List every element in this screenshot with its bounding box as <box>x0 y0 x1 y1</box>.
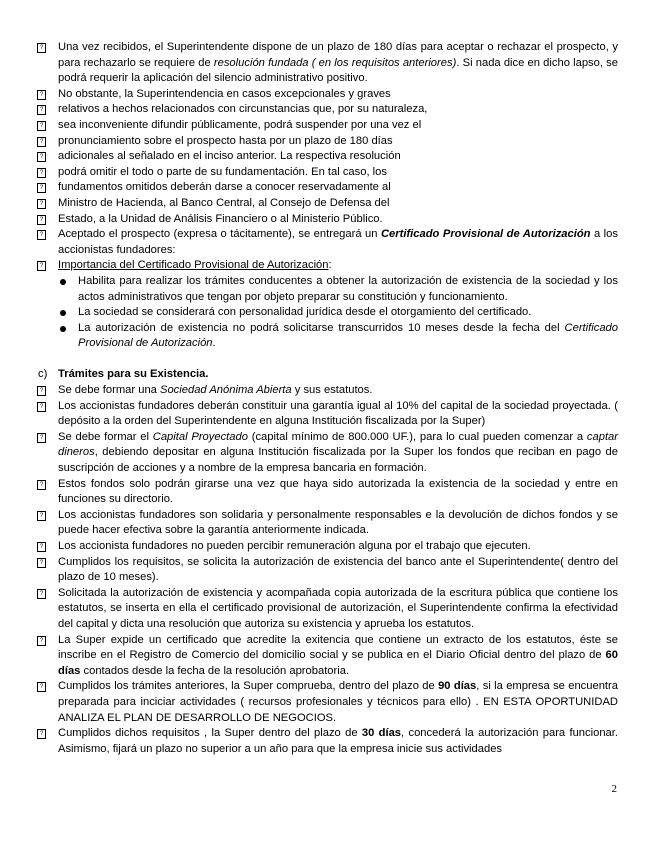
text-run: No obstante, la Superintendencia en casos excepcionales y graves <box>58 87 391 100</box>
list-item <box>36 586 618 633</box>
bullet-item <box>36 305 618 321</box>
missing-glyph-bullet-icon <box>37 168 46 178</box>
list-item <box>36 40 618 87</box>
text-run: 60 días <box>58 649 618 677</box>
list-item <box>36 87 618 103</box>
certificate-importance-bullets <box>36 274 618 352</box>
text-run: relativos a hechos relacionados con circunstancias que, por su naturaleza, <box>58 103 428 116</box>
list-item <box>36 118 618 134</box>
text-run: La autorización de existencia no podrá solicitarse transcurridos 10 meses desde la fecha del <box>78 321 565 334</box>
text-run: Se debe formar una <box>58 384 160 397</box>
list-item <box>36 383 618 399</box>
prospect-list <box>36 40 618 274</box>
text-run: , debiendo depositar en alguna Institución fiscalizada por la Super los fondos que reciban en pago de suscripción de acciones y a nombre de la empresa bancaria en formación. <box>58 446 618 475</box>
list-item <box>36 212 618 228</box>
text-run: Importancia del Certificado Provisional de Autorización <box>58 259 329 272</box>
list-item <box>36 196 618 212</box>
list-item <box>36 679 618 726</box>
bullet-item <box>36 274 618 305</box>
bullet-item <box>36 321 618 352</box>
text-run: y sus estatutos. <box>291 384 373 397</box>
text-run: (capital mínimo de 800.000 UF.), para lo cual pueden comenzar a <box>247 430 587 443</box>
missing-glyph-bullet-icon <box>37 402 46 412</box>
missing-glyph-bullet-icon <box>37 480 46 490</box>
text-run: Certificado Provisional de Autorización <box>78 321 618 350</box>
text-run: contados desde la fecha de la resolución aprobatoria. <box>80 664 350 677</box>
missing-glyph-bullet-icon <box>37 386 46 396</box>
list-item <box>36 477 618 508</box>
text-run: adicionales al señalado en el inciso anterior. La respectiva resolución <box>58 150 401 163</box>
list-item <box>36 165 618 181</box>
list-item <box>36 399 618 430</box>
text-run: La sociedad se considerará con personalidad jurídica desde el otorgamiento del certificado. <box>78 306 532 319</box>
text-run: La Super expide un certificado que acredite la exitencia que contiene un extracto de los estatutos, éste se inscribe en el Registro de Comercio del domicilio social y se publica en el Diario Oficial dentro del plazo de <box>58 633 618 662</box>
missing-glyph-bullet-icon <box>37 729 46 739</box>
spacer <box>36 352 618 368</box>
text-run: fundamentos omitidos deberán darse a conocer reservadamente al <box>58 181 391 194</box>
text-run: Solicitada la autorización de existencia y acompañada copia autorizada de la escritura pública que contiene los estatutos, se inserta en ella el certificado provisional de autorización, el Superintendente confirma la efectividad del capital y dicta una resolución que autoriza su existencia y aprueba los estatutos. <box>58 586 618 630</box>
text-run: . Si nada dice en dicho lapso, se podrá requerir la aplicación del silencio administrativo positivo. <box>58 56 618 85</box>
text-run: , si la empresa se encuentra preparada para inciciar actividades ( recursos profesionales y técnicos para ello) . EN ESTA OPORTUNIDAD ANALIZA EL PLAN DE DESARROLLO DE NEGOCIOS. <box>58 680 618 724</box>
bullet-dot-icon <box>60 310 66 316</box>
missing-glyph-bullet-icon <box>37 433 46 443</box>
missing-glyph-bullet-icon <box>37 215 46 225</box>
missing-glyph-bullet-icon <box>37 230 46 240</box>
list-item <box>36 149 618 165</box>
missing-glyph-bullet-icon <box>37 589 46 599</box>
text-run: 90 días <box>438 680 477 693</box>
missing-glyph-bullet-icon <box>37 558 46 568</box>
section-title: Trámites para su Existencia. <box>58 368 209 381</box>
text-run: sea inconveniente difundir públicamente, podrá suspender por una vez el <box>58 118 422 131</box>
text-run: Una vez recibidos, el Superintendente dispone de un plazo de 180 días para aceptar o rechazar el prospecto, y para rechazarlo se requiere de <box>58 41 618 69</box>
missing-glyph-bullet-icon <box>37 199 46 209</box>
list-item <box>36 102 618 118</box>
missing-glyph-bullet-icon <box>37 90 46 100</box>
document-page <box>36 40 618 757</box>
list-item <box>36 508 618 539</box>
text-run: captar dineros <box>58 430 618 459</box>
text-run: Capital Proyectado <box>152 430 248 443</box>
text-run: . <box>212 337 216 350</box>
text-run: : <box>328 259 332 272</box>
page-number: 2 <box>611 783 617 795</box>
existence-steps-list <box>36 383 618 757</box>
text-run: Los accionista fundadores no pueden percibir remuneración alguna por el trabajo que ejecuten. <box>58 540 531 552</box>
text-run: Habilita para realizar los trámites conducentes a obtener la autorización de existencia de la sociedad y los actos administrativos que tengan por objeto preparar su constitución y funcionamiento. <box>78 274 618 303</box>
text-run: Aceptado el prospecto (expresa o tácitamente), se entregará un <box>58 228 381 241</box>
text-run: Certificado Provisional de Autorización <box>380 228 591 241</box>
text-run: Cumplidos los trámites anteriores, la Super comprueba, dentro del plazo de <box>58 680 439 693</box>
text-run: Sociedad Anónima Abierta <box>160 384 292 397</box>
text-run: Los accionistas fundadores son solidaria y personalmente responsables e la devolución de dichos fondos y se puede hacer efectiva sobre la garantía anteriormente indicada. <box>58 508 618 537</box>
list-item <box>36 726 618 757</box>
text-run: Cumplidos los requisitos, se solicita la autorización de existencia del banco ante el Superintendente( dentro del plazo de 10 meses). <box>58 555 618 584</box>
text-run: , concederá la autorización para funcionar. Asimismo, fijará un plazo no superior a un año para que la empresa inicie sus actividades <box>58 727 618 755</box>
text-run: a los accionistas fundadores: <box>58 228 618 256</box>
missing-glyph-bullet-icon <box>37 682 46 692</box>
list-item <box>36 633 618 680</box>
section-heading <box>36 367 618 383</box>
missing-glyph-bullet-icon <box>37 137 46 147</box>
missing-glyph-bullet-icon <box>37 121 46 131</box>
missing-glyph-bullet-icon <box>37 261 46 271</box>
missing-glyph-bullet-icon <box>37 105 46 115</box>
missing-glyph-bullet-icon <box>37 511 46 521</box>
list-item <box>36 539 618 555</box>
bullet-dot-icon <box>60 279 66 285</box>
missing-glyph-bullet-icon <box>37 636 46 646</box>
list-item <box>36 134 618 150</box>
missing-glyph-bullet-icon <box>37 542 46 552</box>
text-run: Estado, a la Unidad de Análisis Financiero o al Ministerio Público. <box>58 212 383 225</box>
section-label: c) <box>38 368 48 381</box>
text-run: Los accionistas fundadores deberán constituir una garantía igual al 10% del capital de la sociedad proyectada. ( depósito a la orden del Superintendente en alguna Institución fiscalizada por la Super) <box>58 399 618 428</box>
list-item <box>36 258 618 274</box>
text-run: podrá omitir el todo o parte de su fundamentación. En tal caso, los <box>58 165 387 178</box>
missing-glyph-bullet-icon <box>37 43 46 53</box>
missing-glyph-bullet-icon <box>37 183 46 193</box>
list-item <box>36 227 618 258</box>
missing-glyph-bullet-icon <box>37 152 46 162</box>
text-run: Cumplidos dichos requisitos , la Super dentro del plazo de <box>58 727 362 740</box>
list-item <box>36 180 618 196</box>
list-item <box>36 555 618 586</box>
text-run: 30 días <box>361 727 402 740</box>
text-run: resolución fundada ( en los requisitos anteriores) <box>213 56 457 69</box>
text-run: Estos fondos solo podrán girarse una vez que haya sido autorizada la existencia de la sociedad y entre en funciones su directorio. <box>58 477 618 506</box>
text-run: Ministro de Hacienda, al Banco Central, al Consejo de Defensa del <box>58 196 390 209</box>
text-run: Se debe formar el <box>58 430 153 443</box>
text-run: pronunciamiento sobre el prospecto hasta por un plazo de 180 días <box>58 134 393 147</box>
list-item <box>36 430 618 477</box>
bullet-dot-icon <box>60 326 66 332</box>
